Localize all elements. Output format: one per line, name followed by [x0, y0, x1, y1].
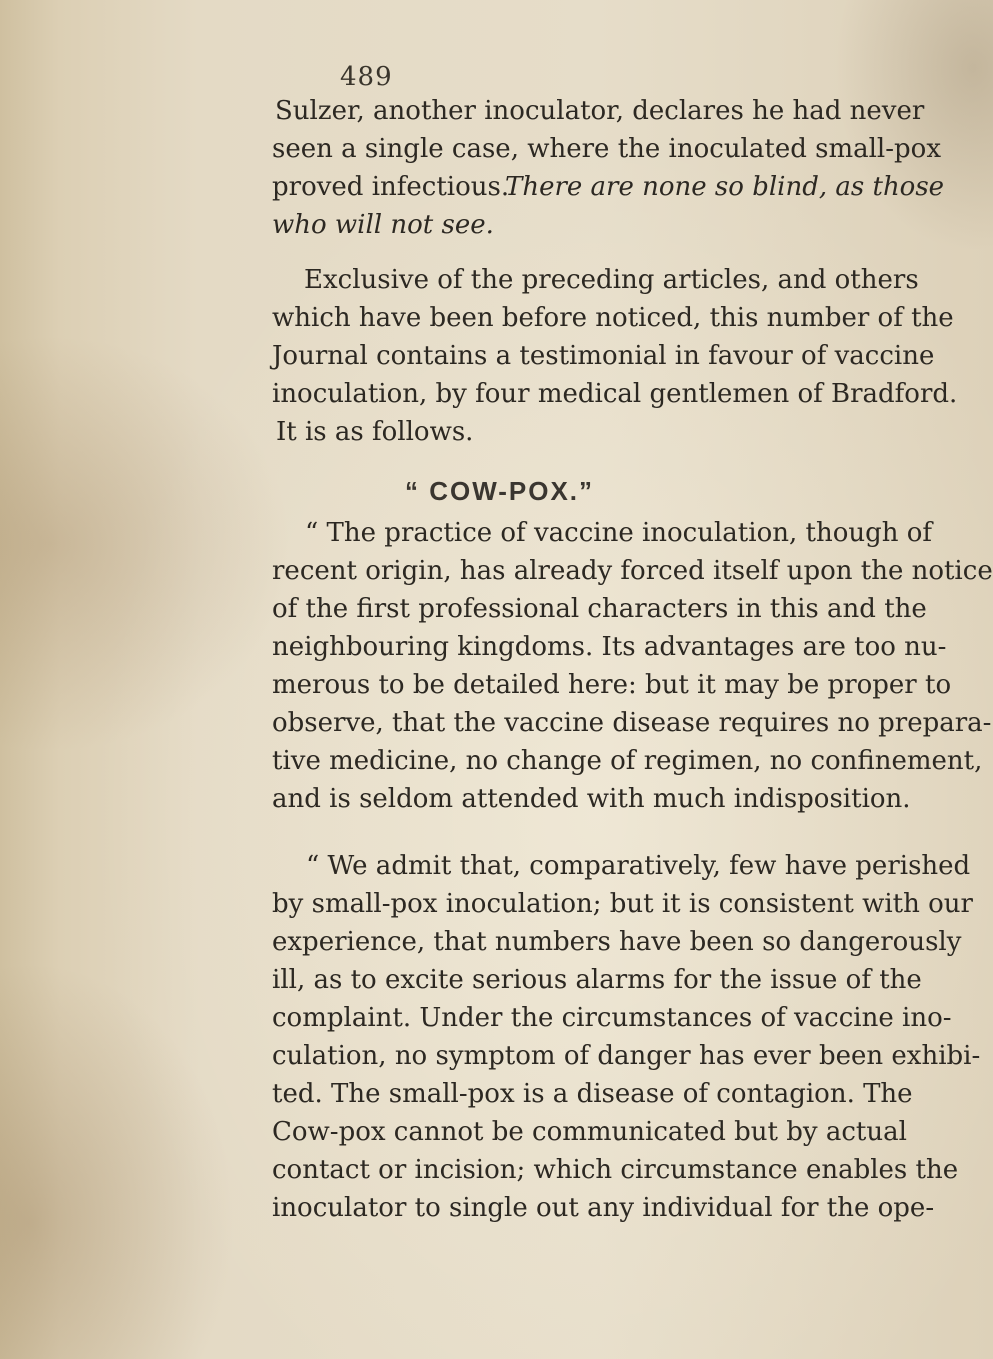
text-line: inoculation, by four medical gentlemen of Bradford.	[272, 379, 958, 409]
text-line: contact or incision; which circumstance enables the	[272, 1155, 959, 1185]
section-heading: “ COW-POX.”	[405, 476, 595, 506]
text-line: and is seldom attended with much indisposition.	[272, 784, 911, 814]
text-line: tive medicine, no change of regimen, no confinement,	[272, 746, 983, 776]
text-line: “ We admit that, comparatively, few have perished	[306, 851, 971, 881]
text-line: merous to be detailed here: but it may be proper to	[272, 670, 952, 700]
text-line: which have been before noticed, this number of the	[272, 303, 954, 333]
page-number: 489	[340, 62, 393, 92]
text-line: inoculator to single out any individual for the ope-	[272, 1193, 935, 1223]
text-line: observe, that the vaccine disease requires no prepara-	[272, 708, 992, 738]
text-line: It is as follows.	[276, 417, 474, 447]
text-line: by small-pox inoculation; but it is consistent with our	[272, 889, 973, 919]
text-line: Exclusive of the preceding articles, and others	[304, 265, 919, 295]
text-line: recent origin, has already forced itself upon the notice	[272, 556, 993, 586]
text-line: Journal contains a testimonial in favour of vaccine	[272, 341, 935, 371]
text-line: of the first professional characters in this and the	[272, 594, 927, 624]
text-line: proved infectious.	[272, 172, 510, 202]
text-line-italic: who will not see.	[272, 210, 494, 240]
text-line: ted. The small-pox is a disease of contagion. The	[272, 1079, 913, 1109]
text-line-italic: There are none so blind, as those	[505, 172, 945, 202]
text-line: seen a single case, where the inoculated small-pox	[272, 134, 941, 164]
text-line: Sulzer, another inoculator, declares he had never	[275, 96, 925, 126]
text-line: experience, that numbers have been so dangerously	[272, 927, 962, 957]
text-line: culation, no symptom of danger has ever been exhibi-	[272, 1041, 981, 1071]
text-line: neighbouring kingdoms. Its advantages are too nu-	[272, 632, 947, 662]
text-line: Cow-pox cannot be communicated but by actual	[272, 1117, 907, 1147]
text-line: complaint. Under the circumstances of vaccine ino-	[272, 1003, 952, 1033]
text-line: ill, as to excite serious alarms for the issue of the	[272, 965, 922, 995]
text-line: “ The practice of vaccine inoculation, though of	[305, 518, 933, 548]
